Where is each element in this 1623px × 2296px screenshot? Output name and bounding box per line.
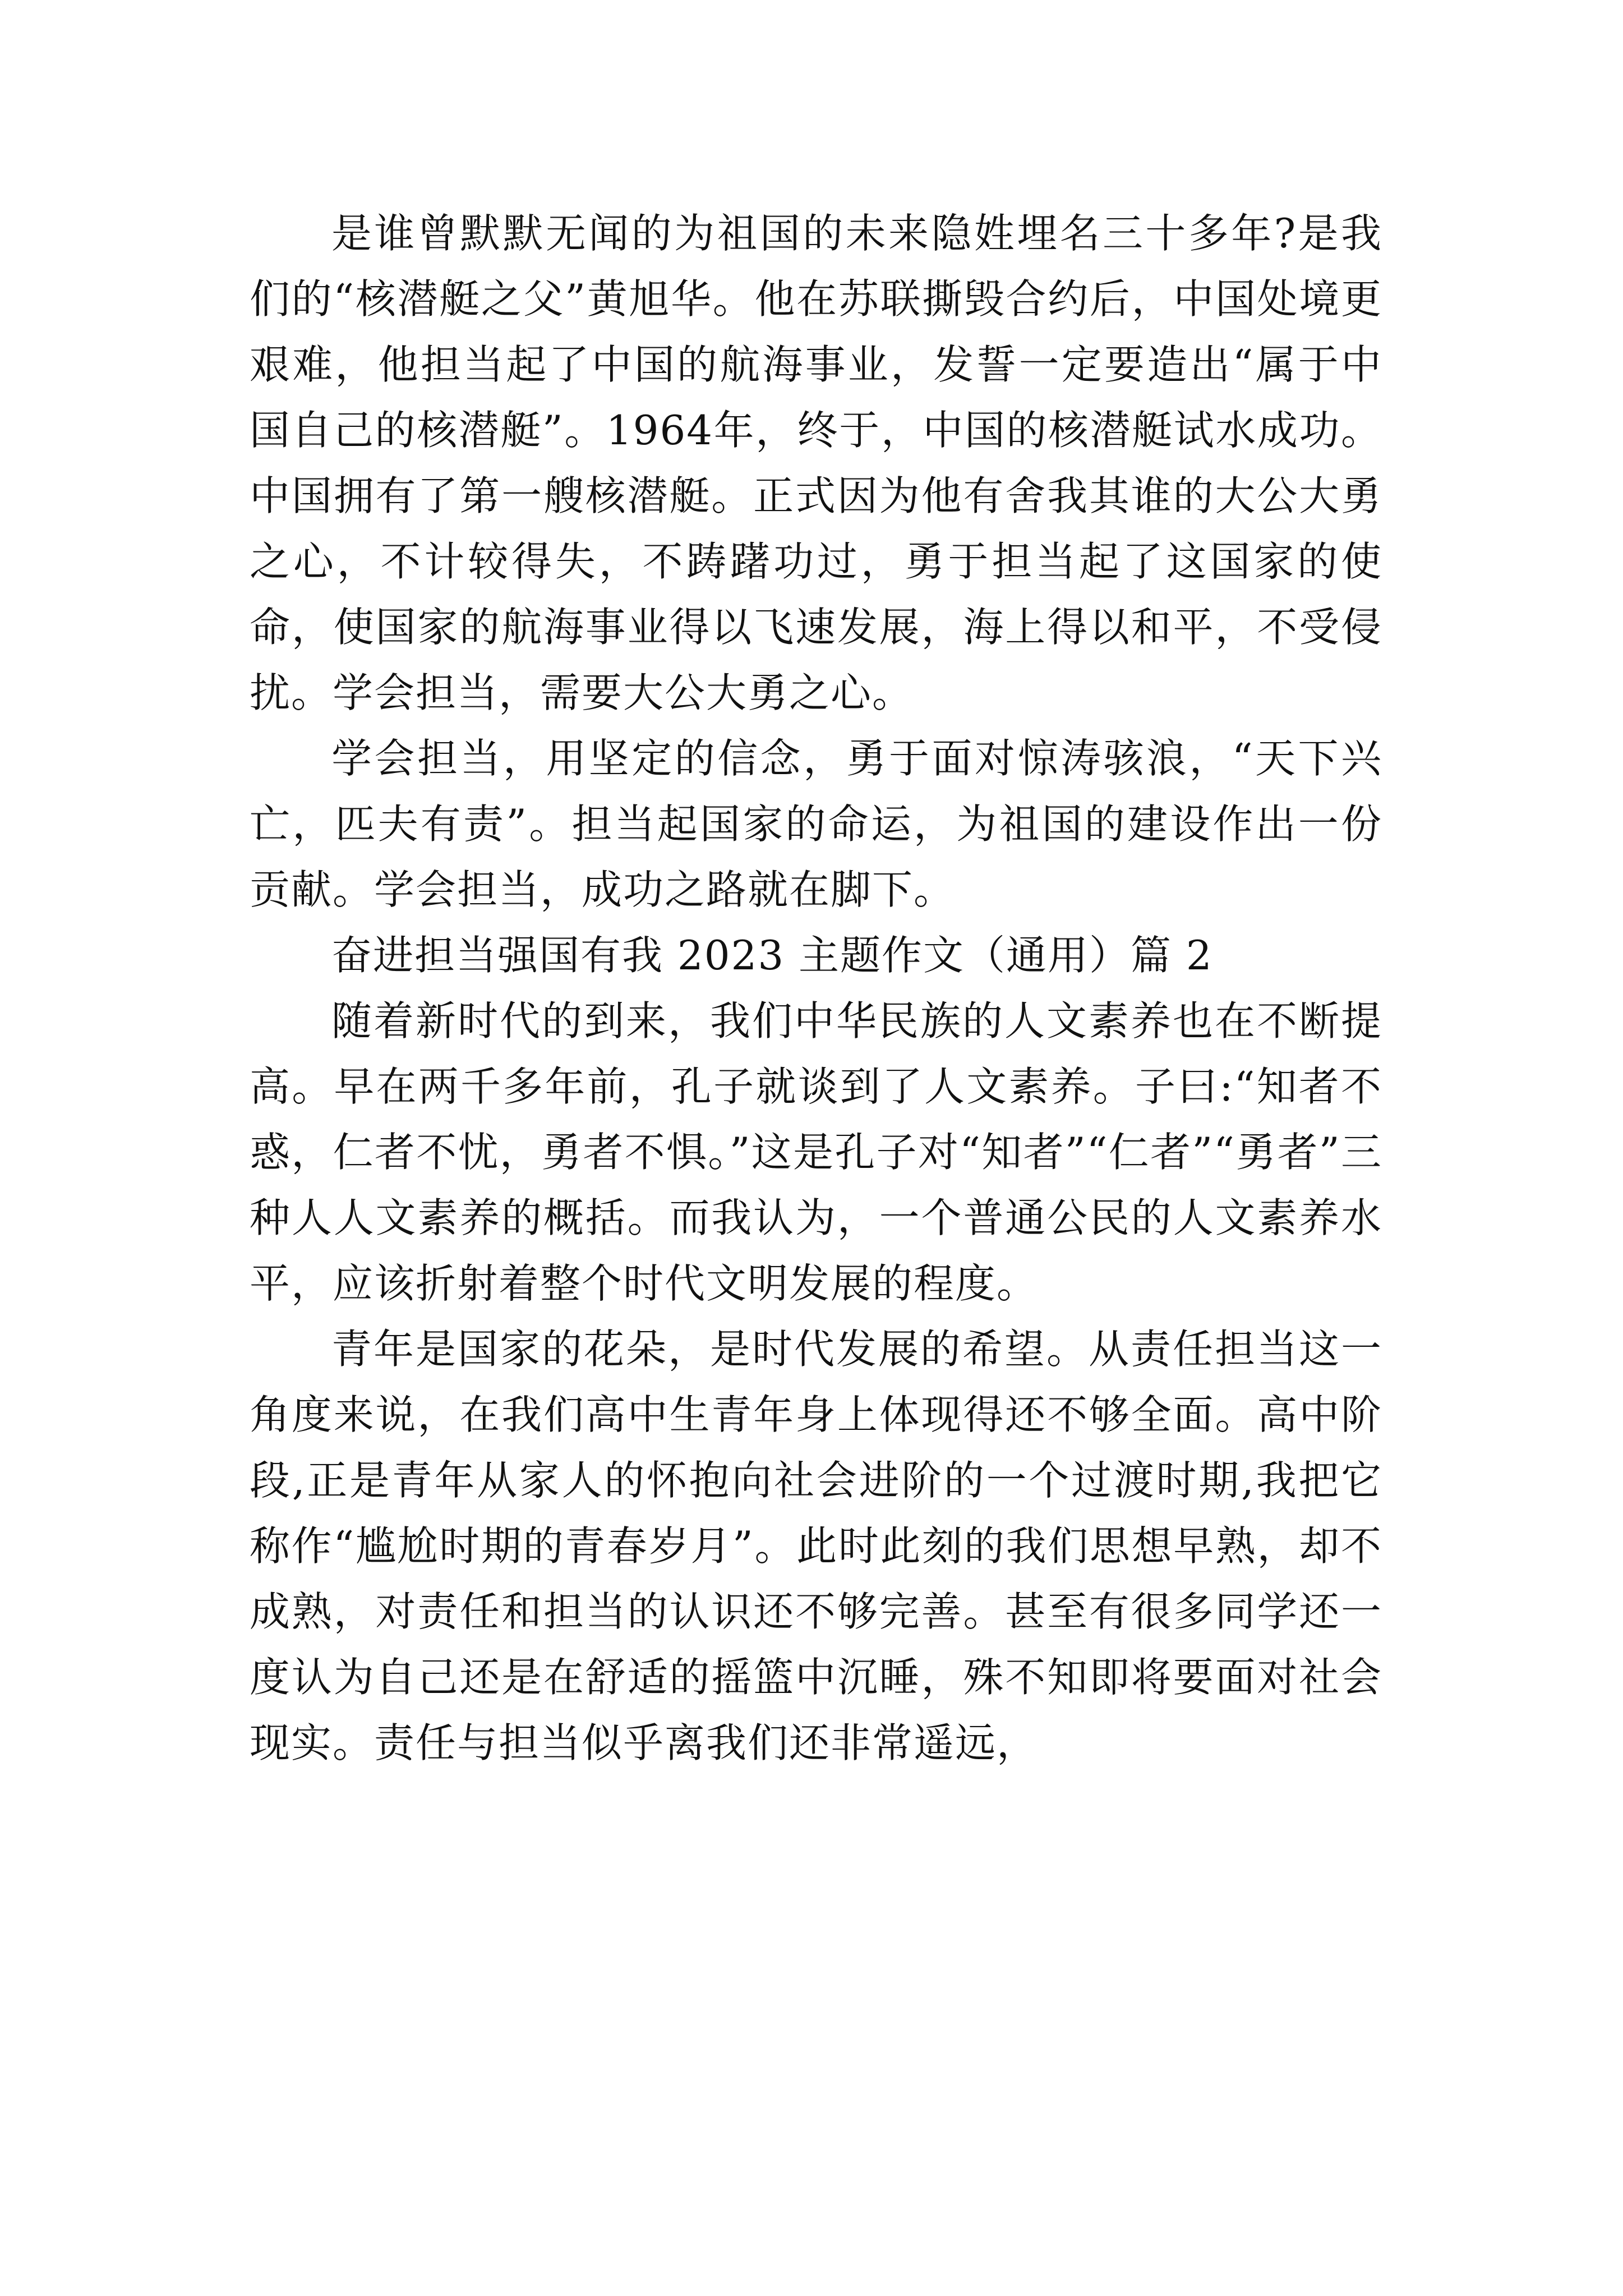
paragraph-youth-responsibility: 青年是国家的花朵，是时代发展的希望。从责任担当这一角度来说，在我们高中生青年身上体现得还不够全面。高中阶段,正是青年从家人的怀抱向社会进阶的一个过渡时期,我把它称作“尴尬时期的青春岁月”。此时此刻的我们思想早熟，却不成熟，对责任和担当的认识还不够完善。甚至有很多同学还一度认为自己还是在舒适的摇篮中沉睡，殊不知即将要面对社会现实。责任与担当似乎离我们还非常遥远， (250, 1326, 1382, 1766)
section-heading: 奋进担当强国有我 2023 主题作文（通用）篇 2 (331, 932, 1213, 979)
document-body (250, 201, 1382, 1776)
paragraph-huang-xuhua: 是谁曾默默无闻的为祖国的未来隐姓埋名三十多年?是我们的“核潜艇之父”黄旭华。他在苏联撕毁合约后，中国处境更艰难，他担当起了中国的航海事业，发誓一定要造出“属于中国自己的核潜艇”。1964年，终于，中国的核潜艇试水成功。中国拥有了第一艘核潜艇。正式因为他有舍我其谁的大公大勇之心，不计较得失，不踌躇功过，勇于担当起了这国家的使命，使国家的航海事业得以飞速发展，海上得以和平，不受侵扰。学会担当，需要大公大勇之心。 (250, 210, 1382, 716)
paragraph-learn-responsibility: 学会担当，用坚定的信念，勇于面对惊涛骇浪，“天下兴亡，匹夫有责”。担当起国家的命运，为祖国的建设作出一份贡献。学会担当，成功之路就在脚下。 (250, 735, 1382, 913)
paragraph-humanistic-literacy: 随着新时代的到来，我们中华民族的人文素养也在不断提高。早在两千多年前，孔子就谈到了人文素养。子曰:“知者不惑，仁者不忧，勇者不惧。”这是孔子对“知者”“仁者”“勇者”三种人人文素养的概括。而我认为，一个普通公民的人文素养水平，应该折射着整个时代文明发展的程度。 (250, 997, 1382, 1307)
